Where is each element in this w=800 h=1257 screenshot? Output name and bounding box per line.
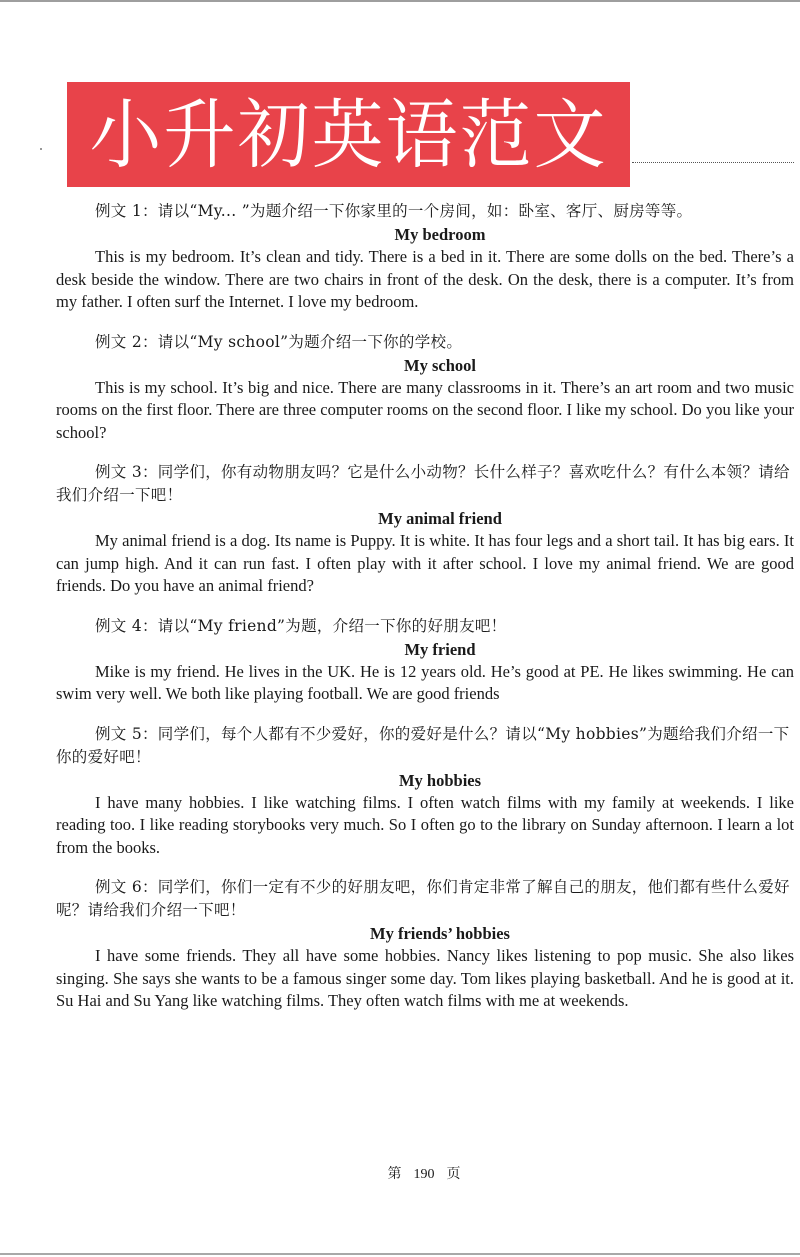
essay-body: My animal friend is a dog. Its name is Puppy. It is white. It has four legs and a short tail. It has big ears. It can jump high. And it can run fast. I often play with it after school. I love my animal friend. We are good friends. Do you have an animal friend? — [56, 531, 794, 595]
essay-body: I have many hobbies. I like watching films. I often watch films with my family at weekends. I like reading too. I like reading storybooks very much. So I often go to the library on Sunday afternoon. I learn a lot from the books. — [56, 792, 794, 857]
essay-title: My school — [404, 355, 476, 375]
title-banner — [67, 82, 630, 187]
page-number — [24, 1163, 800, 1183]
example-prompt: 例文 1：请以“My... ”为题介绍一下你家里的一个房间，如：卧室、客厅、厨房等等。 — [95, 202, 693, 220]
dotted-rule — [632, 162, 794, 163]
document-content — [56, 200, 794, 1030]
example-6 — [56, 876, 794, 1013]
example-2 — [56, 331, 794, 445]
scan-dot — [40, 148, 42, 150]
example-5 — [56, 723, 794, 860]
essay-body: This is my bedroom. It’s clean and tidy. There is a bed in it. There are some dolls on the bed. There’s a desk beside the window. There are two chairs in front of the desk. On the desk, there is a computer. It’s from my father. I often surf the Internet. I love my bedroom. — [56, 247, 794, 311]
example-prompt: 例文 4：请以“My friend”为题，介绍一下你的好朋友吧！ — [95, 616, 507, 635]
example-prompt: 例文 3：同学们，你有动物朋友吗？它是什么小动物？长什么样子？喜欢吃什么？有什么本领？请给我们介绍一下吧！ — [56, 463, 790, 504]
example-prompt: 例文 5：同学们，每个人都有不少爱好，你的爱好是什么？请以“My hobbies”为题给我们介绍一下你的爱好吧！ — [56, 724, 790, 766]
essay-title: My bedroom — [394, 225, 486, 244]
example-4 — [56, 615, 794, 706]
essay-title: My animal friend — [378, 509, 502, 528]
banner-title: 小升初英语范文 — [89, 90, 608, 179]
page-suffix: 页 — [446, 1167, 461, 1182]
example-3 — [56, 461, 794, 598]
page-prefix: 第 — [387, 1167, 402, 1182]
essay-title: My friend — [404, 639, 476, 659]
example-1 — [56, 200, 794, 314]
example-prompt: 例文 6：同学们，你们一定有不少的好朋友吧，你们肯定非常了解自己的朋友，他们都有些什么爱好呢？请给我们介绍一下吧！ — [56, 878, 790, 919]
top-border — [0, 0, 800, 2]
example-prompt: 例文 2：请以“My school”为题介绍一下你的学校。 — [95, 332, 463, 351]
essay-title: My friends’ hobbies — [370, 924, 510, 943]
essay-body: I have some friends. They all have some hobbies. Nancy likes listening to pop music. She also likes singing. She says she wants to be a famous singer some day. Tom likes playing basketball. And he is good at it. Su Hai and Su Yang like watching films. They often watch films with me at weekends. — [56, 946, 794, 1010]
essay-body: Mike is my friend. He lives in the UK. He is 12 years old. He’s good at PE. He likes swimming. He can swim very well. We both like playing football. We are good friends — [56, 661, 794, 703]
bottom-border — [0, 1253, 800, 1255]
essay-body: This is my school. It’s big and nice. There are many classrooms in it. There’s an art room and two music rooms on the first floor. There are three computer rooms on the second floor. I like my school. Do you like your school? — [56, 377, 794, 442]
page-number-value: 190 — [413, 1167, 435, 1182]
essay-title: My hobbies — [398, 770, 482, 790]
